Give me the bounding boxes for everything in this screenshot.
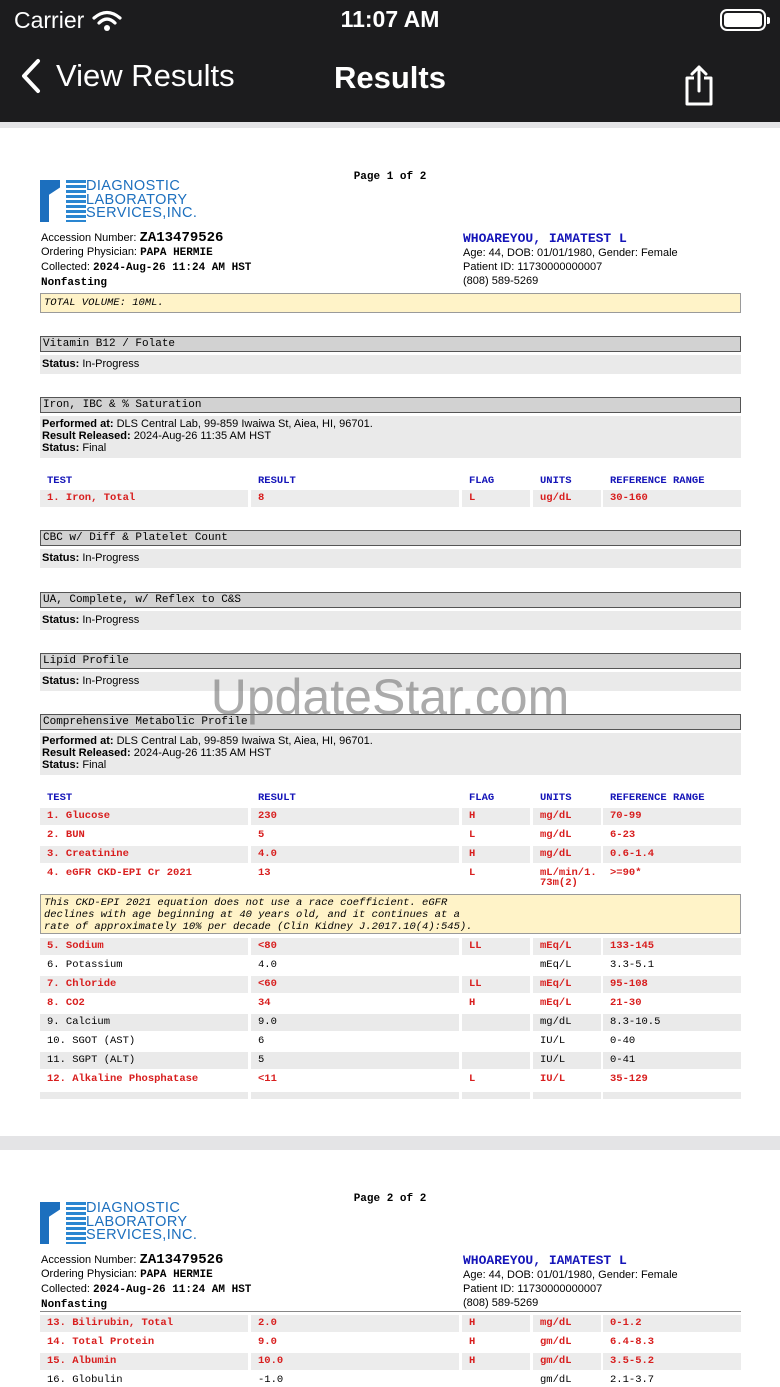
patient-name: WHOAREYOU, IAMATEST L — [463, 1253, 627, 1268]
logo-line: DIAGNOSTIC — [86, 178, 181, 194]
logo-line: LABORATORY — [86, 191, 188, 208]
table-row: 1. Iron, Total 8 L ug/dL 30-160 — [0, 490, 780, 507]
section-header: UA, Complete, w/ Reflex to C&S — [40, 592, 741, 608]
share-button[interactable] — [684, 64, 714, 111]
accession-number: ZA13479526 — [139, 1252, 224, 1268]
collected-label: Collected: — [41, 1283, 90, 1295]
page-number: Page 1 of 2 — [353, 171, 427, 183]
result-column-headers: TEST RESULT FLAG UNITS REFERENCE RANGE — [47, 792, 705, 804]
chevron-left-icon — [20, 58, 42, 94]
patient-id: Patient ID: 11730000000007 — [463, 1283, 603, 1295]
total-volume-note: TOTAL VOLUME: 10ML. — [40, 293, 741, 313]
patient-name: WHOAREYOU, IAMATEST L — [463, 231, 627, 246]
section-status: Status: In-Progress — [40, 672, 741, 691]
fasting-status: Nonfasting — [41, 277, 108, 289]
lab-logo — [40, 1202, 200, 1248]
table-row: 12. Alkaline Phosphatase <11 L IU/L 35-129 — [47, 1073, 648, 1085]
table-row: 2. BUN 5 L mg/dL 6-23 — [47, 829, 636, 841]
divider — [40, 1311, 741, 1312]
physician-name: PAPA HERMIE — [140, 247, 213, 259]
section-header: Lipid Profile — [40, 653, 741, 669]
physician-label: Ordering Physician: — [41, 246, 137, 258]
battery-icon — [720, 9, 766, 31]
result-column-headers: TEST RESULT FLAG UNITS REFERENCE RANGE — [47, 475, 705, 487]
report-page-2[interactable] — [0, 1150, 780, 1387]
status-time: 11:07 AM — [340, 6, 440, 32]
section-header: CBC w/ Diff & Platelet Count — [40, 530, 741, 546]
section-details: Performed at: DLS Central Lab, 99-859 Iwaiwa St, Aiea, HI, 96701. Result Released: 2024-Aug-26 11:35 AM HST Status: Final — [40, 733, 741, 775]
table-row: 14. Total Protein 9.0 H gm/dL 6.4-8.3 — [47, 1336, 655, 1348]
section-header: Comprehensive Metabolic Profile — [40, 714, 741, 730]
logo-line: LABORATORY — [86, 1213, 188, 1230]
section-status: Status: In-Progress — [40, 611, 741, 630]
table-row: 9. Calcium 9.0 mg/dL 8.3-10.5 — [0, 1014, 780, 1031]
table-row-partial — [0, 1092, 780, 1099]
logo-line: SERVICES,INC. — [86, 1227, 198, 1243]
lab-logo — [40, 180, 200, 226]
table-row: 7. Chloride <60 LL mEq/L 95-108 — [0, 976, 780, 993]
table-row: 3. Creatinine 4.0 H mg/dL 0.6-1.4 — [0, 846, 780, 863]
section-details: Performed at: DLS Central Lab, 99-859 Iwaiwa St, Aiea, HI, 96701. Result Released: 2024-Aug-26 11:35 AM HST Status: Final — [40, 416, 741, 458]
table-row: 4. eGFR CKD-EPI Cr 2021 13 L mL/min/1. 73m(2) >=90* — [47, 867, 642, 889]
accession-number: ZA13479526 — [139, 230, 224, 246]
table-row: 11. SGPT (ALT) 5 IU/L 0-41 — [0, 1052, 780, 1069]
physician-name: PAPA HERMIE — [140, 1269, 213, 1281]
collected-date: 2024-Aug-26 11:24 AM HST — [92, 262, 252, 274]
section-header: Vitamin B12 / Folate — [40, 336, 741, 352]
patient-demographics: Age: 44, DOB: 01/01/1980, Gender: Female — [463, 1269, 678, 1281]
table-row: 10. SGOT (AST) 6 IU/L 0-40 — [47, 1035, 636, 1047]
carrier-label: Carrier — [14, 7, 85, 33]
page-title: Results — [334, 60, 446, 95]
fasting-status: Nonfasting — [41, 1299, 108, 1311]
section-header: Iron, IBC & % Saturation — [40, 397, 741, 413]
report-page-1[interactable] — [0, 128, 780, 1136]
collected-label: Collected: — [41, 261, 90, 273]
share-icon — [684, 64, 714, 106]
section-status: Status: In-Progress — [40, 355, 741, 374]
collected-date: 2024-Aug-26 11:24 AM HST — [92, 1284, 252, 1296]
patient-demographics: Age: 44, DOB: 01/01/1980, Gender: Female — [463, 247, 678, 259]
egfr-note: This CKD-EPI 2021 equation does not use a race coefficient. eGFR declines with age beginning at 40 years old, and it continues at a rate of approximately 10% per decade (Clin Kidney J.2017.10(4):545). — [40, 894, 741, 934]
patient-phone: (808) 589-5269 — [463, 1297, 539, 1309]
table-row: 15. Albumin 10.0 H gm/dL 3.5-5.2 — [0, 1353, 780, 1370]
back-button-label: View Results — [56, 58, 235, 93]
table-row: 13. Bilirubin, Total 2.0 H mg/dL 0-1.2 — [0, 1315, 780, 1332]
logo-line: SERVICES,INC. — [86, 205, 198, 221]
physician-label: Ordering Physician: — [41, 1268, 137, 1280]
table-row: 1. Glucose 230 H mg/dL 70-99 — [0, 808, 780, 825]
table-row: 16. Globulin -1.0 gm/dL 2.1-3.7 — [47, 1374, 655, 1386]
accession-label: Accession Number: — [41, 1254, 137, 1266]
section-status: Status: In-Progress — [40, 549, 741, 568]
table-row: 8. CO2 34 H mEq/L 21-30 — [47, 997, 642, 1009]
back-button[interactable] — [20, 58, 235, 94]
patient-info — [463, 232, 678, 288]
page-number: Page 2 of 2 — [353, 1193, 427, 1205]
patient-phone: (808) 589-5269 — [463, 275, 539, 287]
table-row: 5. Sodium <80 LL mEq/L 133-145 — [0, 938, 780, 955]
patient-id: Patient ID: 11730000000007 — [463, 261, 603, 273]
table-row: 6. Potassium 4.0 mEq/L 3.3-5.1 — [47, 959, 655, 971]
logo-line: DIAGNOSTIC — [86, 1200, 181, 1216]
navigation-bar — [0, 0, 780, 122]
accession-info — [41, 1253, 251, 1312]
accession-label: Accession Number: — [41, 232, 137, 244]
watermark: UpdateStar.com — [210, 669, 570, 725]
accession-info — [41, 231, 251, 290]
patient-info — [463, 1254, 678, 1310]
